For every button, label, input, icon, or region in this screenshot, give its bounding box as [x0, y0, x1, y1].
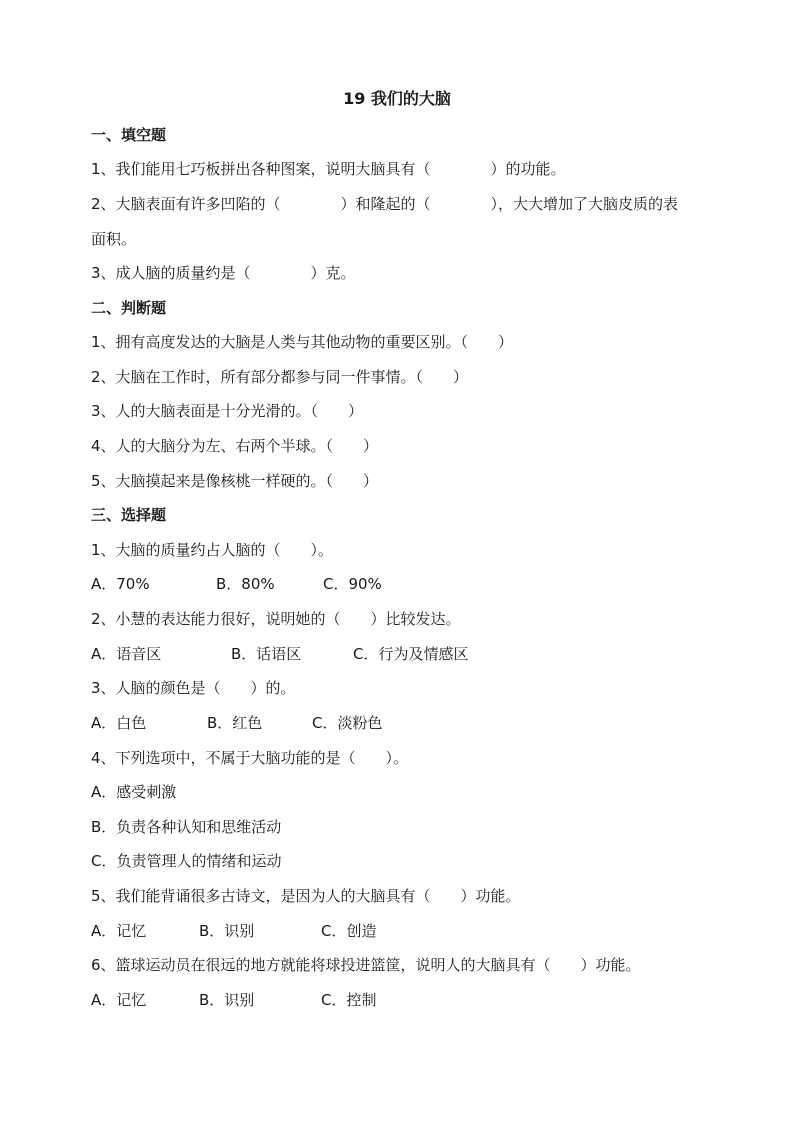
- page-title: 19 我们的大脑: [343, 89, 451, 108]
- choice-question-5-stem: 5、我们能背诵很多古诗文，是因为人的大脑具有（ ）功能。: [91, 887, 521, 905]
- true-false-item-2: 2、大脑在工作时，所有部分都参与同一件事情。（ ）: [91, 368, 469, 386]
- option-b: B．识别: [199, 922, 255, 940]
- option-c: C．90%: [323, 575, 382, 593]
- fill-blank-question-2-line-2: 面积。: [91, 230, 137, 248]
- option-a: A．记忆: [91, 922, 147, 940]
- section-heading-fill-blank: 一、填空题: [91, 126, 167, 144]
- option-c: C．行为及情感区: [353, 645, 469, 663]
- choice-question-1-stem: 1、大脑的质量约占人脑的（ ）。: [91, 541, 334, 559]
- true-false-item-4: 4、人的大脑分为左、右两个半球。（ ）: [91, 437, 379, 455]
- option-a: A．白色: [91, 714, 147, 732]
- choice-question-6-options: [91, 989, 377, 1099]
- choice-question-4-option-a: A．感受刺激: [91, 783, 177, 801]
- choice-question-6-stem: 6、篮球运动员在很远的地方就能将球投进篮筐，说明人的大脑具有（ ）功能。: [91, 956, 641, 974]
- option-a: A．记忆: [91, 991, 147, 1009]
- option-b: B．识别: [199, 991, 255, 1009]
- option-b: B．话语区: [231, 645, 302, 663]
- section-heading-multiple-choice: 三、选择题: [91, 506, 167, 524]
- true-false-item-3: 3、人的大脑表面是十分光滑的。（ ）: [91, 402, 364, 420]
- choice-question-2-stem: 2、小慧的表达能力很好，说明她的（ ）比较发达。: [91, 610, 461, 628]
- option-a: A．70%: [91, 575, 150, 593]
- option-c: C．淡粉色: [312, 714, 383, 732]
- option-b: B．红色: [207, 714, 263, 732]
- fill-blank-question-3: 3、成人脑的质量约是（ ）克。: [91, 264, 356, 282]
- true-false-item-1: 1、拥有高度发达的大脑是人类与其他动物的重要区别。（ ）: [91, 333, 514, 351]
- option-c: C．控制: [321, 991, 377, 1009]
- option-c: C．创造: [321, 922, 377, 940]
- option-b: B．80%: [216, 575, 275, 593]
- fill-blank-question-2-line-1: 2、大脑表面有许多凹陷的（ ）和隆起的（ ），大大增加了大脑皮质的表: [91, 195, 679, 213]
- choice-question-4-stem: 4、下列选项中，不属于大脑功能的是（ ）。: [91, 749, 409, 767]
- choice-question-4-option-c: C．负责管理人的情绪和运动: [91, 852, 282, 870]
- option-a: A．语音区: [91, 645, 162, 663]
- section-heading-true-false: 二、判断题: [91, 299, 167, 317]
- true-false-item-5: 5、大脑摸起来是像核桃一样硬的。（ ）: [91, 472, 379, 490]
- choice-question-4-option-b: B．负责各种认知和思维活动: [91, 818, 282, 836]
- choice-question-3-stem: 3、人脑的颜色是（ ）的。: [91, 679, 296, 697]
- fill-blank-question-1: 1、我们能用七巧板拼出各种图案，说明大脑具有（ ）的功能。: [91, 160, 566, 178]
